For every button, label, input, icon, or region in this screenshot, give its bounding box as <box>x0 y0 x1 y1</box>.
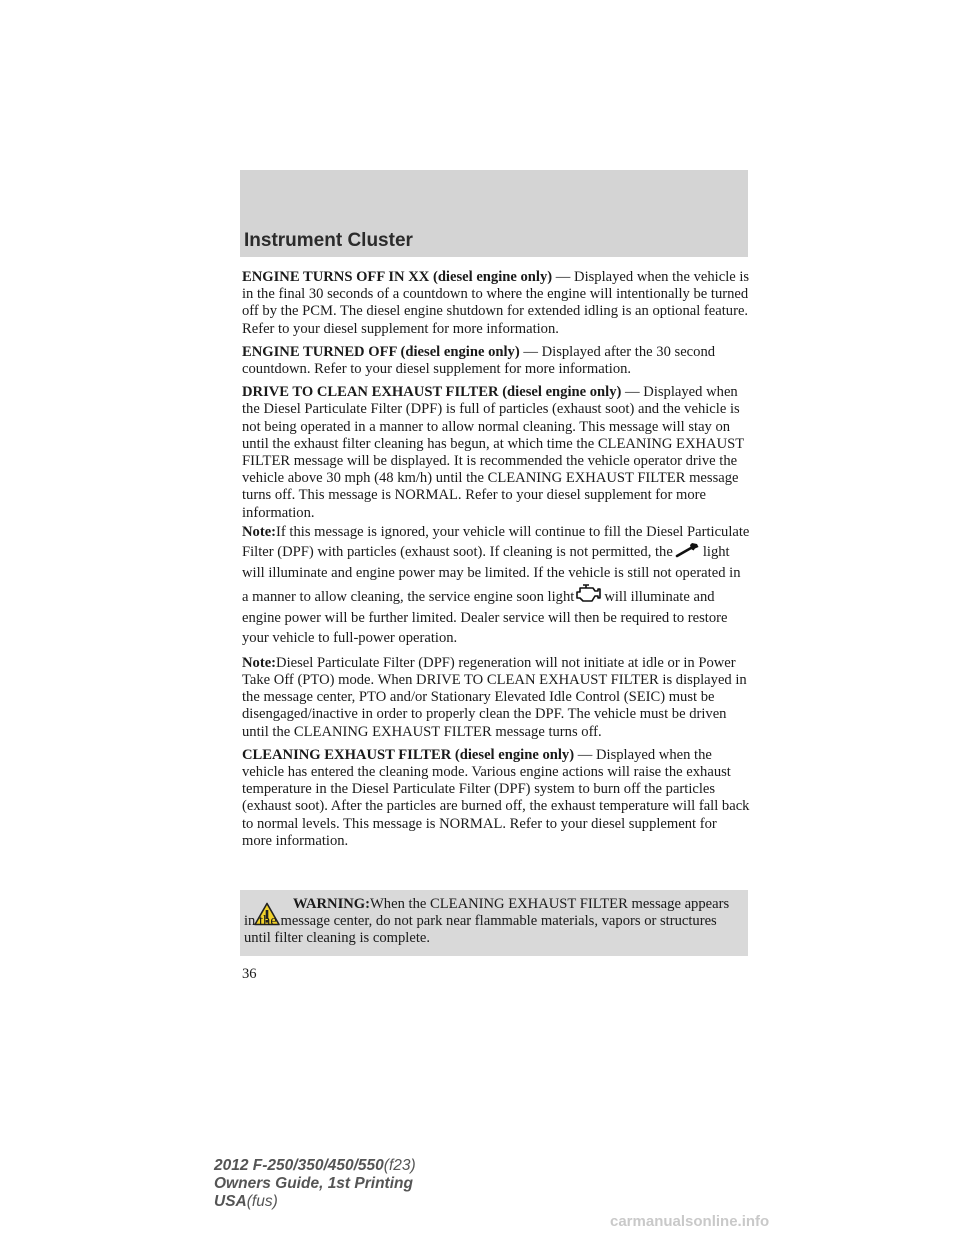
body-engine-turns-off: — Displayed when the vehicle is in the final 30 seconds of a countdown to where the engine will intentionally be turned off by the PCM. The diesel engine shutdown for extended idling is an optional feature. Refer to your diesel supplement for more information. <box>242 269 750 337</box>
paragraph-cleaning-exhaust <box>242 747 750 850</box>
engine-icon <box>576 583 602 603</box>
footer-market-code: (fus) <box>246 1193 278 1210</box>
warning-text <box>244 896 744 948</box>
paragraph-drive-to-clean <box>242 384 750 522</box>
manual-content <box>242 269 750 856</box>
paragraph-note-ignored <box>242 522 750 649</box>
warning-body: When the CLEANING EXHAUST FILTER message appears in the message center, do not park near flammable materials, vapors or structures until filter cleaning is complete. <box>244 896 730 947</box>
note-label: Note: <box>242 654 277 671</box>
paragraph-engine-turned-off <box>242 344 750 378</box>
note-text-part1: If this message is ignored, your vehicle will continue to fill the Diesel Particulate Filter (DPF) with particles (exhaust soot). If cleaning is not permitted, the <box>242 523 750 561</box>
paragraph-engine-turns-off <box>242 269 750 338</box>
heading-engine-turns-off: ENGINE TURNS OFF IN XX (diesel engine only) <box>242 269 553 285</box>
warning-label: WARNING: <box>293 896 371 912</box>
heading-engine-turned-off: ENGINE TURNED OFF (diesel engine only) <box>242 343 520 360</box>
wrench-icon <box>675 542 701 558</box>
footer-model-line <box>214 1157 416 1175</box>
footer-market-line <box>214 1193 416 1211</box>
footer-model-code: (f23) <box>383 1157 416 1174</box>
heading-drive-to-clean: DRIVE TO CLEAN EXHAUST FILTER (diesel engine only) <box>242 384 622 401</box>
note-text-part3: will illuminate and engine power will be further limited. Dealer service will then be required to restore your vehicle to full-power operation. <box>242 589 728 647</box>
page-number: 36 <box>242 966 257 982</box>
footer-guide: Owners Guide, 1st Printing <box>214 1175 413 1192</box>
note-regeneration-text: Diesel Particulate Filter (DPF) regeneration will not initiate at idle or in Power Take Off (PTO) mode. When DRIVE TO CLEAN EXHAUST FILTER is displayed in the message center, PTO and/or Stationary Elevated Idle Control (SEIC) must be disengaged/inactive in order to properly clean the DPF. The vehicle must be driven until the CLEANING EXHAUST FILTER message turns off. <box>242 654 747 740</box>
footer-model: 2012 F-250/350/450/550 <box>214 1157 384 1174</box>
page-title: Instrument Cluster <box>244 230 413 251</box>
note-text-part2: light will illuminate and engine power may be limited. If the vehicle is still not operated in a manner to allow cleaning, the service engine soon light <box>242 544 741 606</box>
body-drive-to-clean: — Displayed when the Diesel Particulate Filter (DPF) is full of particles (exhaust soot) and the vehicle is not being operated in a manner to allow normal cleaning. This message will stay on until the exhaust filter cleaning has begun, at which time the CLEANING EXHAUST FILTER message will be displayed. It is recommended the vehicle operator drive the vehicle above 30 mph (48 km/h) until the CLEANING EXHAUST FILTER message turns off. This message is NORMAL. Refer to your diesel supplement for more information. <box>242 384 744 521</box>
heading-cleaning-exhaust: CLEANING EXHAUST FILTER (diesel engine only) <box>242 746 575 763</box>
watermark: carmanualsonline.info <box>610 1213 770 1230</box>
paragraph-note-regeneration <box>242 655 750 741</box>
note-label: Note: <box>242 523 277 540</box>
body-engine-turned-off: — Displayed after the 30 second countdown. Refer to your diesel supplement for more information. <box>242 343 716 378</box>
footer-market: USA <box>214 1193 247 1210</box>
warning-box <box>240 890 748 956</box>
body-cleaning-exhaust: — Displayed when the vehicle has entered the cleaning mode. Various engine actions will raise the exhaust temperature in the Diesel Particulate Filter (DPF) system to burn off the particles (exhaust soot). After the particles are burned off, the exhaust temperature will fall back to normal levels. This message is NORMAL. Refer to your diesel supplement for more information. <box>242 746 750 849</box>
footer <box>214 1157 416 1211</box>
